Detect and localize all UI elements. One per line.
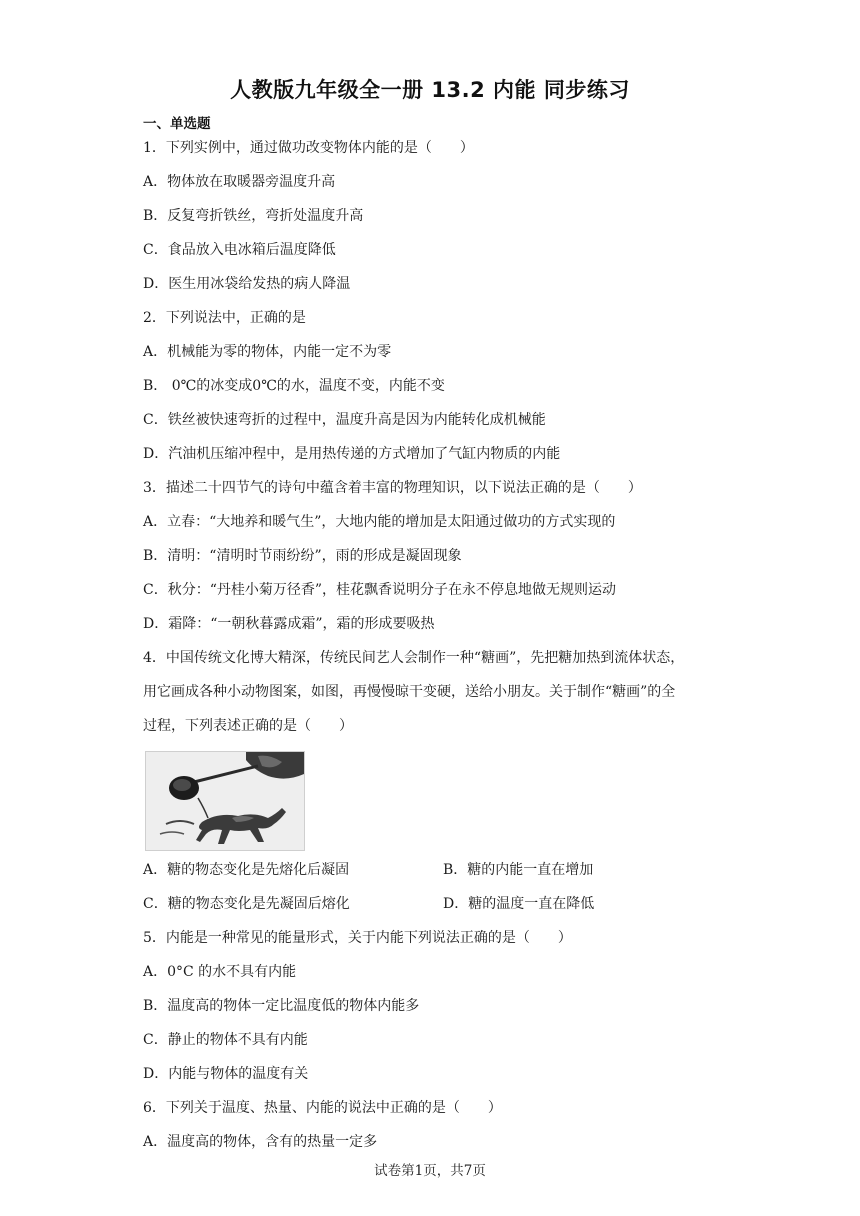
question-4-stem-line-2: 用它画成各种小动物图案，如图，再慢慢晾干变硬，送给小朋友。关于制作“糖画”的全	[143, 684, 676, 700]
question-4-stem-line-3: 过程，下列表述正确的是（ ）	[143, 718, 353, 734]
question-2-option-d: D．汽油机压缩冲程中，是用热传递的方式增加了气缸内物质的内能	[143, 446, 561, 462]
question-4-option-d: D．糖的温度一直在降低	[443, 896, 595, 912]
question-1-option-a: A．物体放在取暖器旁温度升高	[143, 174, 336, 190]
question-3-option-a: A．立春：“大地养和暖气生”，大地内能的增加是太阳通过做功的方式实现的	[143, 514, 616, 530]
page-footer: 试卷第1页，共7页	[374, 1163, 486, 1179]
page-title: 人教版九年级全一册 13.2 内能 同步练习	[230, 78, 630, 102]
question-2-stem: 2．下列说法中，正确的是	[143, 310, 306, 326]
question-5-option-d: D．内能与物体的温度有关	[143, 1066, 309, 1082]
question-3-stem: 3．描述二十四节气的诗句中蕴含着丰富的物理知识，以下说法正确的是（ ）	[143, 480, 642, 496]
question-5-option-c: C．静止的物体不具有内能	[143, 1032, 308, 1048]
sugar-painting-illustration	[146, 752, 304, 850]
question-5-option-b: B．温度高的物体一定比温度低的物体内能多	[143, 998, 420, 1014]
question-1-stem: 1．下列实例中，通过做功改变物体内能的是（ ）	[143, 140, 474, 156]
question-5-stem: 5．内能是一种常见的能量形式，关于内能下列说法正确的是（ ）	[143, 930, 572, 946]
question-3-option-c: C．秋分：“丹桂小菊万径香”，桂花飘香说明分子在永不停息地做无规则运动	[143, 582, 617, 598]
question-4-stem-line-1: 4．中国传统文化博大精深，传统民间艺人会制作一种“糖画”，先把糖加热到流体状态，	[143, 650, 685, 666]
question-5-option-a: A．0°C 的水不具有内能	[143, 964, 297, 980]
question-2-option-a: A．机械能为零的物体，内能一定不为零	[143, 344, 392, 360]
question-1-option-c: C．食品放入电冰箱后温度降低	[143, 242, 336, 258]
question-3-option-d: D．霜降：“一朝秋暮露成霜”，霜的形成要吸热	[143, 616, 435, 632]
section-heading: 一、单选题	[143, 116, 211, 132]
question-4-option-c: C．糖的物态变化是先凝固后熔化	[143, 896, 350, 912]
question-2-option-c: C．铁丝被快速弯折的过程中，温度升高是因为内能转化成机械能	[143, 412, 546, 428]
question-3-option-b: B．清明：“清明时节雨纷纷”，雨的形成是凝固现象	[143, 548, 462, 564]
question-1-option-b: B．反复弯折铁丝，弯折处温度升高	[143, 208, 364, 224]
question-4-option-b: B．糖的内能一直在增加	[443, 862, 594, 878]
question-1-option-d: D．医生用冰袋给发热的病人降温	[143, 276, 351, 292]
question-6-option-a: A．温度高的物体，含有的热量一定多	[143, 1134, 378, 1150]
sugar-painting-photo	[145, 751, 305, 851]
question-4-option-a: A．糖的物态变化是先熔化后凝固	[143, 862, 350, 878]
question-6-stem: 6．下列关于温度、热量、内能的说法中正确的是（ ）	[143, 1100, 502, 1116]
question-2-option-b: B． 0℃的冰变成0℃的水，温度不变，内能不变	[143, 378, 445, 394]
